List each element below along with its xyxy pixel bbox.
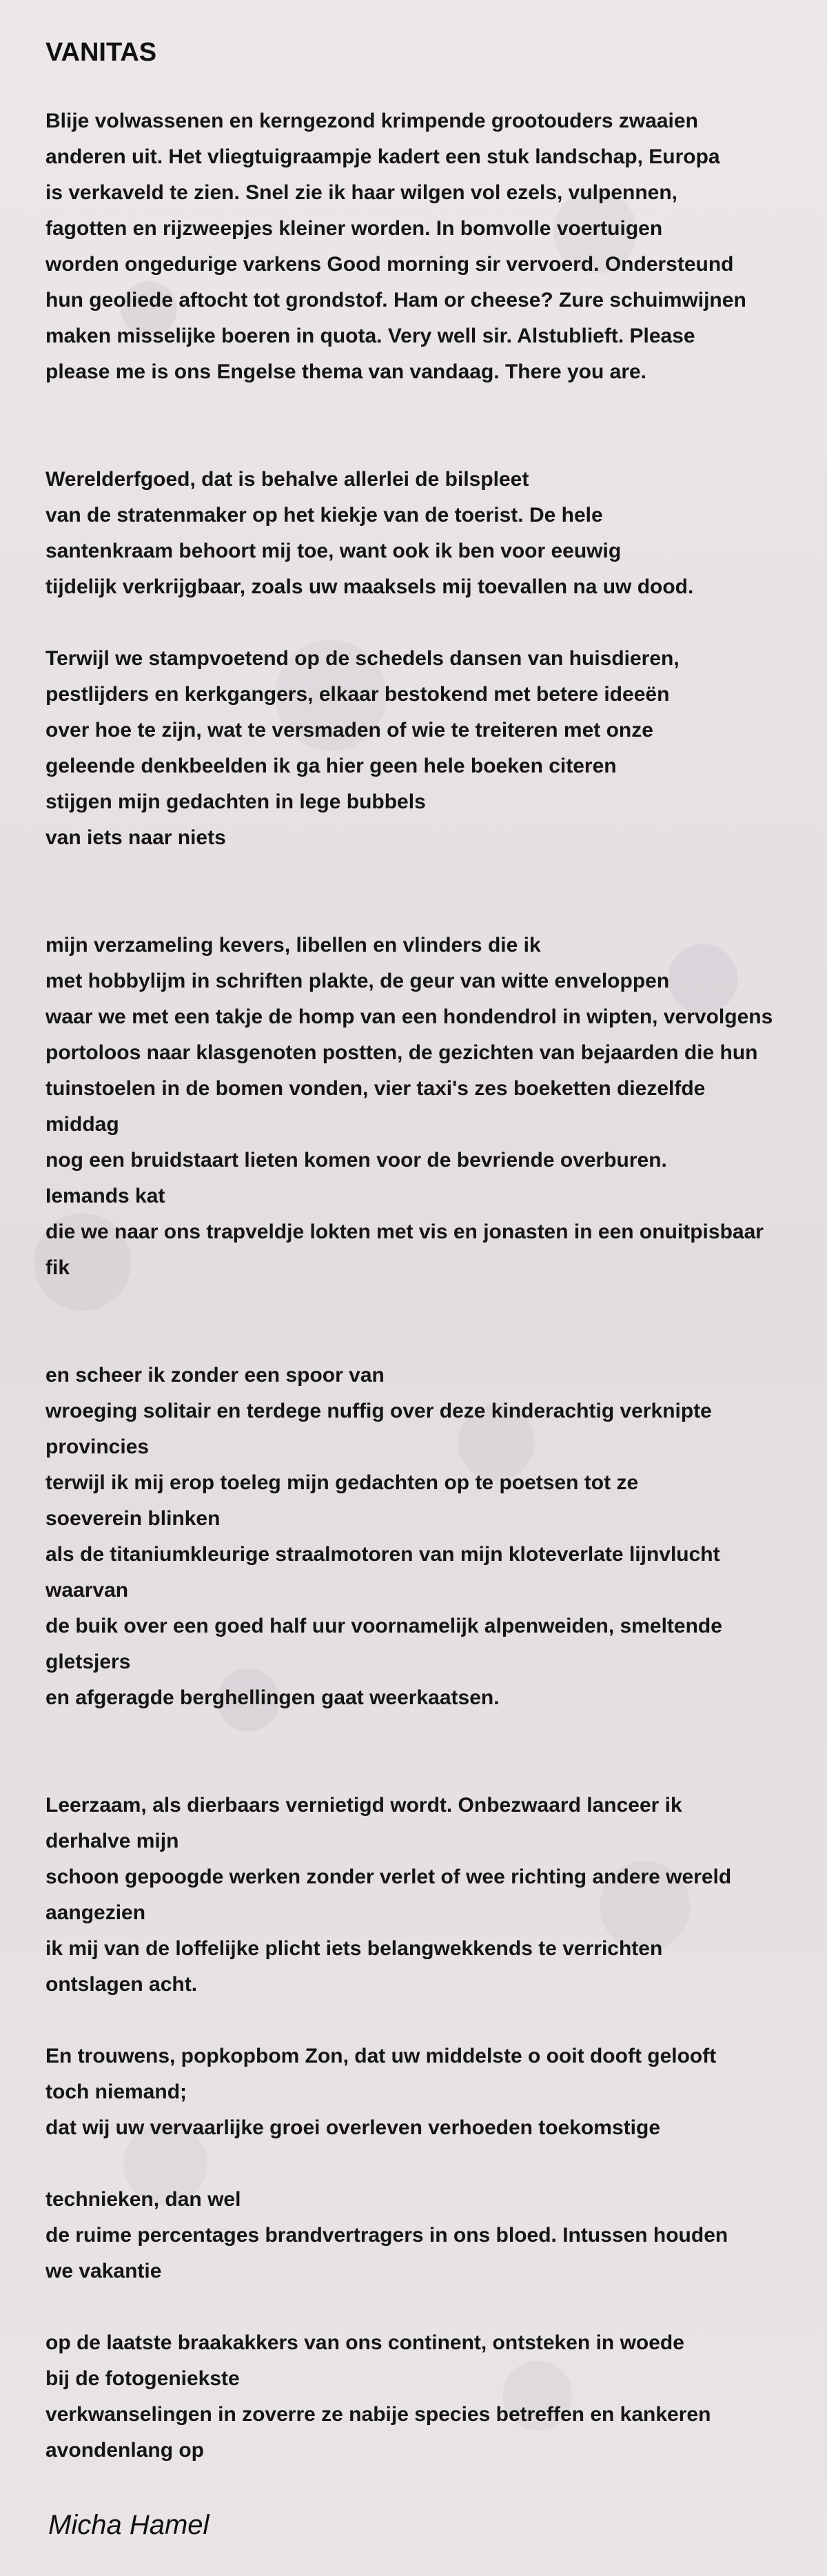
- poem-line: stijgen mijn gedachten in lege bubbels: [45, 790, 426, 813]
- poem-line: we vakantie: [45, 2260, 162, 2282]
- poem-line: als de titaniumkleurige straalmotoren van mijn kloteverlate lijnvlucht: [45, 1543, 720, 1566]
- poem-line: wroeging solitair en terdege nuffig over deze kinderachtig verknipte: [45, 1400, 712, 1422]
- poem-line: mijn verzameling kevers, libellen en vlinders die ik: [45, 934, 541, 957]
- poem-line: en afgeragde berghellingen gaat weerkaatsen.: [45, 1686, 500, 1709]
- poem-line: van de stratenmaker op het kiekje van de toerist. De hele: [45, 504, 603, 527]
- poem-line: provincies: [45, 1435, 150, 1458]
- poem-title: VANITAS: [45, 38, 157, 67]
- poem-page: [45, 32, 810, 2468]
- poem-line: de ruime percentages brandvertragers in ons bloed. Intussen houden: [45, 2224, 728, 2247]
- poem-line: portoloos naar klasgenoten postten, de gezichten van bejaarden die hun: [45, 1041, 758, 1064]
- poem-line: Iemands kat: [45, 1185, 165, 1207]
- poem-line: pestlijders en kerkgangers, elkaar bestokend met betere ideeën: [45, 683, 670, 706]
- poem-line: please me is ons Engelse thema van vandaag. There you are.: [45, 360, 647, 383]
- poem-line: nog een bruidstaart lieten komen voor de bevriende overburen.: [45, 1149, 667, 1172]
- poem-line: santenkraam behoort mij toe, want ook ik ben voor eeuwig: [45, 540, 622, 562]
- stanza-break: [45, 605, 810, 641]
- stanza-9: [45, 2325, 810, 2468]
- poem-line: maken misselijke boeren in quota. Very well sir. Alstublieft. Please: [45, 325, 695, 347]
- poem-line: soeverein blinken: [45, 1507, 221, 1530]
- poem-line: is verkaveld te zien. Snel zie ik haar wilgen vol ezels, vulpennen,: [45, 181, 678, 204]
- stanza-break: [45, 390, 810, 462]
- poem-line: ontslagen acht.: [45, 1973, 198, 1996]
- poem-line: schoon gepoogde werken zonder verlet of wee richting andere wereld: [45, 1865, 732, 1888]
- poem-line: Werelderfgoed, dat is behalve allerlei de bilspleet: [45, 468, 529, 491]
- stanza-break: [45, 2146, 810, 2182]
- stanza-3: [45, 641, 810, 856]
- poem-line: op de laatste braakakkers van ons continent, ontsteken in woede: [45, 2331, 684, 2354]
- stanza-break: [45, 2003, 810, 2038]
- poem-line: toch niemand;: [45, 2081, 187, 2103]
- poem-line: met hobbylijm in schriften plakte, de geur van witte enveloppen: [45, 970, 670, 992]
- poem-line: tuinstoelen in de bomen vonden, vier taxi's zes boeketten diezelfde: [45, 1077, 706, 1100]
- stanza-5: [45, 1358, 810, 1716]
- poem-line: worden ongedurige varkens Good morning sir vervoerd. Ondersteund: [45, 253, 734, 276]
- stanza-2: [45, 462, 810, 605]
- poem-line: anderen uit. Het vliegtuigraampje kadert een stuk landschap, Europa: [45, 145, 720, 168]
- poem-line: die we naar ons trapveldje lokten met vis en jonasten in een onuitpisbaar: [45, 1220, 764, 1243]
- poem-line: fagotten en rijzweepjes kleiner worden. In bomvolle voertuigen: [45, 217, 663, 240]
- poem-line: en scheer ik zonder een spoor van: [45, 1364, 385, 1387]
- poem-line: ik mij van de loffelijke plicht iets belangwekkends te verrichten: [45, 1937, 663, 1960]
- stanza-8: [45, 2182, 810, 2289]
- poem-line: Blije volwassenen en kerngezond krimpende grootouders zwaaien: [45, 110, 698, 132]
- stanza-4: [45, 928, 810, 1286]
- poem-line: avondenlang op: [45, 2439, 205, 2462]
- poem-line: Terwijl we stampvoetend op de schedels dansen van huisdieren,: [45, 647, 680, 670]
- poem-line: tijdelijk verkrijgbaar, zoals uw maaksels mij toevallen na uw dood.: [45, 575, 694, 598]
- poem-line: geleende denkbeelden ik ga hier geen hele boeken citeren: [45, 755, 617, 777]
- poem-line: terwijl ik mij erop toeleg mijn gedachten op te poetsen tot ze: [45, 1471, 639, 1494]
- stanza-7: [45, 2038, 810, 2146]
- poem-line: fik: [45, 1256, 70, 1279]
- poem-line: verkwanselingen in zoverre ze nabije species betreffen en kankeren: [45, 2403, 711, 2426]
- poem-line: de buik over een goed half uur voornamelijk alpenweiden, smeltende: [45, 1615, 722, 1637]
- poem-line: aangezien: [45, 1901, 146, 1924]
- poem-author: Micha Hamel: [48, 2510, 210, 2540]
- poem-line: bij de fotogeniekste: [45, 2367, 240, 2390]
- poem-line: dat wij uw vervaarlijke groei overleven verhoeden toekomstige: [45, 2116, 661, 2139]
- poem-line: hun geoliede aftocht tot grondstof. Ham or cheese? Zure schuimwijnen: [45, 289, 746, 311]
- poem-line: over hoe te zijn, wat te versmaden of wie te treiteren met onze: [45, 719, 653, 742]
- stanza-break: [45, 1286, 810, 1358]
- poem-line: En trouwens, popkopbom Zon, dat uw middelste o ooit dooft gelooft: [45, 2045, 717, 2067]
- stanza-1: [45, 103, 810, 390]
- poem-line: gletsjers: [45, 1650, 131, 1673]
- poem-line: waar we met een takje de homp van een hondendrol in wipten, vervolgens: [45, 1005, 773, 1028]
- poem-line: van iets naar niets: [45, 826, 226, 849]
- poem-line: technieken, dan wel: [45, 2188, 241, 2211]
- poem-line: derhalve mijn: [45, 1830, 179, 1852]
- poem-line: Leerzaam, als dierbaars vernietigd wordt. Onbezwaard lanceer ik: [45, 1794, 682, 1817]
- stanza-break: [45, 856, 810, 928]
- poem-line: middag: [45, 1113, 119, 1136]
- stanza-break: [45, 1716, 810, 1788]
- poem-line: waarvan: [45, 1579, 129, 1602]
- stanza-break: [45, 2289, 810, 2325]
- stanza-6: [45, 1788, 810, 2003]
